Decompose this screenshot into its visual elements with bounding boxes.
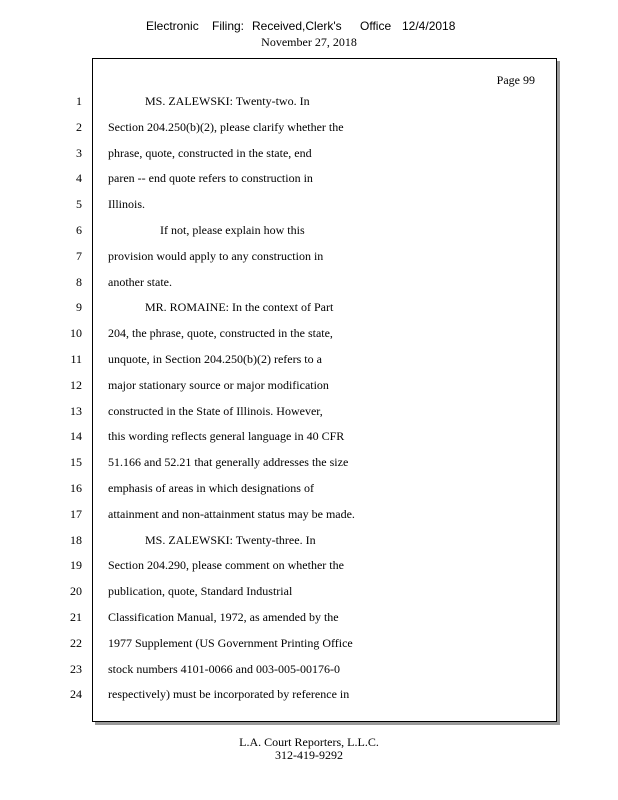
line-number: 8 xyxy=(76,274,82,289)
footer-company-name: L.A. Court Reporters, L.L.C. xyxy=(239,735,379,749)
transcript-line-text: 1977 Supplement (US Government Printing Office xyxy=(108,635,353,650)
line-number: 12 xyxy=(70,377,82,392)
transcript-line-text: MS. ZALEWSKI: Twenty-three. In xyxy=(145,532,316,547)
transcript-date: November 27, 2018 xyxy=(261,35,357,49)
transcript-line-text: MS. ZALEWSKI: Twenty-two. In xyxy=(145,94,310,108)
line-number: 14 xyxy=(70,429,82,444)
transcript-line-text: publication, quote, Standard Industrial xyxy=(108,584,293,599)
filing-stamp-filing: Filing: xyxy=(212,19,245,33)
transcript-line-text: stock numbers 4101-0066 and 003-005-00176-0 xyxy=(108,661,340,676)
transcript-line-text: respectively) must be incorporated by reference in xyxy=(108,687,350,702)
transcript-line-text: Section 204.290, please comment on whether the xyxy=(108,558,344,573)
transcript-line-text: another state. xyxy=(108,274,172,289)
filing-stamp-header xyxy=(0,19,618,35)
filing-stamp-electronic: Electronic xyxy=(146,19,199,33)
line-number: 10 xyxy=(70,326,82,341)
transcript-page-box xyxy=(92,58,557,722)
transcript-line-text: attainment and non-attainment status may be made. xyxy=(108,506,355,521)
line-number: 19 xyxy=(70,558,82,573)
line-number: 18 xyxy=(70,532,82,547)
transcript-line-text: 51.166 and 52.21 that generally addresses the size xyxy=(108,455,349,470)
footer-phone-number: 312-419-9292 xyxy=(275,748,343,762)
transcript-line-text: 204, the phrase, quote, constructed in the state, xyxy=(108,326,333,341)
transcript-line-text: Illinois. xyxy=(108,197,146,212)
transcript-line-text: If not, please explain how this xyxy=(160,223,305,237)
transcript-line-text: provision would apply to any construction in xyxy=(108,248,324,263)
transcript-line-text: major stationary source or major modification xyxy=(108,377,329,392)
transcript-line-text: MR. ROMAINE: In the context of Part xyxy=(145,300,334,315)
line-number: 5 xyxy=(76,197,82,212)
filing-stamp-office: Office xyxy=(360,19,392,33)
line-number: 22 xyxy=(70,635,82,650)
line-number-column xyxy=(0,0,92,800)
page-number: Page 99 xyxy=(496,73,535,87)
line-number: 2 xyxy=(76,119,82,134)
line-number: 4 xyxy=(76,171,82,186)
filing-stamp-date: 12/4/2018 xyxy=(402,19,456,33)
transcript-line-text: constructed in the State of Illinois. However, xyxy=(108,403,323,418)
transcript-line-text: paren -- end quote refers to construction in xyxy=(108,171,313,186)
line-number: 15 xyxy=(70,455,82,470)
line-number: 1 xyxy=(76,94,82,108)
line-number: 11 xyxy=(70,352,82,366)
line-number: 3 xyxy=(76,145,82,160)
line-number: 7 xyxy=(76,248,82,263)
line-number: 16 xyxy=(70,481,82,495)
line-number: 20 xyxy=(70,584,82,599)
line-number: 24 xyxy=(70,687,82,702)
transcript-line-text: emphasis of areas in which designations of xyxy=(108,481,314,495)
line-number: 23 xyxy=(70,661,82,676)
transcript-line-text: Section 204.250(b)(2), please clarify whether the xyxy=(108,119,344,134)
line-number: 13 xyxy=(70,403,82,418)
line-number: 21 xyxy=(70,610,82,624)
transcript-line-text: Classification Manual, 1972, as amended by the xyxy=(108,610,339,624)
transcript-line-text: phrase, quote, constructed in the state, end xyxy=(108,145,312,160)
line-number: 6 xyxy=(76,223,82,237)
line-number: 9 xyxy=(76,300,82,315)
filing-stamp-received: Received,Clerk's xyxy=(252,19,342,33)
transcript-line-text: this wording reflects general language in 40 CFR xyxy=(108,429,345,444)
line-number: 17 xyxy=(70,506,82,521)
transcript-line-text: unquote, in Section 204.250(b)(2) refers to a xyxy=(108,352,322,366)
